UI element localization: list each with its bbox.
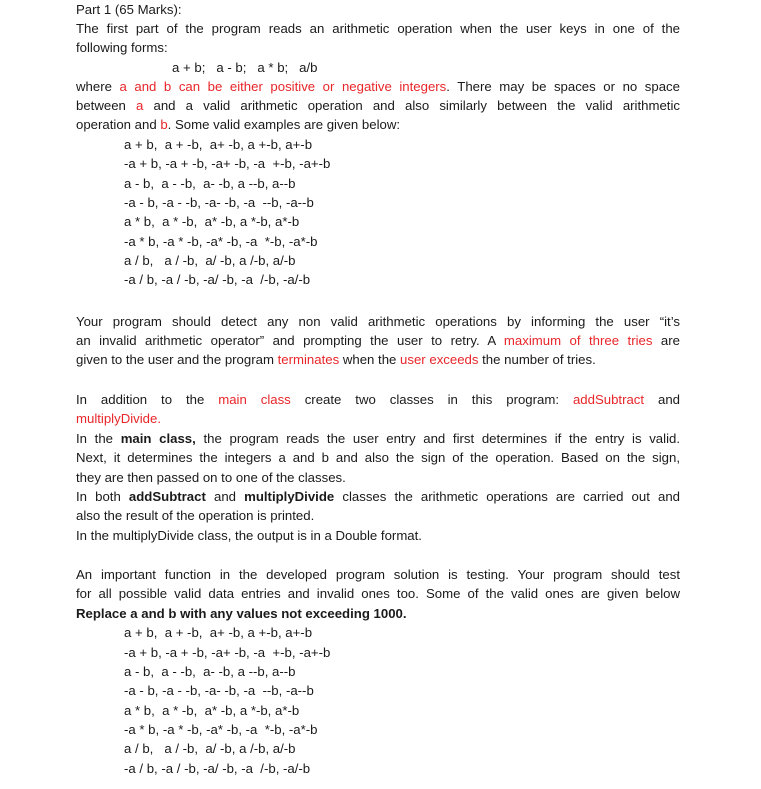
example-line: -a / b, -a / -b, -a/ -b, -a /-b, -a/-b: [124, 761, 311, 776]
classes-line-1: In addition to the main class create two classes in this program: addSubtract and: [76, 392, 681, 407]
intro-line-1: The first part of the program reads an arithmetic operation when the user keys in one of the: [76, 21, 680, 36]
where-line-2: between a and a valid arithmetic operation and also similarly between the valid arithmetic: [76, 98, 680, 113]
detect-line-3: given to the user and the program terminates when the user exceeds the number of tries.: [76, 352, 596, 367]
example-line: -a - b, -a - -b, -a- -b, -a --b, -a--b: [124, 683, 314, 698]
highlight-addsubtract: addSubtract: [572, 392, 645, 407]
testing-line-3: Replace a and b with any values not exceeding 1000.: [76, 606, 407, 621]
highlight-main-class: main class: [218, 392, 291, 407]
classes-line-3: In the main class, the program reads the user entry and first determines if the entry is valid.: [76, 431, 681, 446]
example-line: -a * b, -a * -b, -a* -b, -a *-b, -a*-b: [124, 722, 318, 737]
classes-line-8: In the multiplyDivide class, the output is in a Double format.: [76, 528, 422, 543]
classes-line-2: [76, 409, 161, 428]
where-line-3: operation and b. Some valid examples are given below:: [76, 117, 401, 132]
part-heading: Part 1 (65 Marks):: [76, 2, 182, 17]
example-line: a + b, a + -b, a+ -b, a +-b, a+-b: [124, 625, 313, 640]
where-line-1: where a and b can be either positive or negative integers. There may be spaces or no space: [76, 79, 680, 94]
highlight-user-exceeds: user exceeds: [400, 352, 479, 367]
classes-line-6: In both addSubtract and multiplyDivide classes the arithmetic operations are carried out and: [76, 489, 680, 504]
testing-line-1: An important function in the developed program solution is testing. Your program should test: [76, 567, 680, 582]
operation-forms: a + b; a - b; a * b; a/b: [172, 60, 318, 75]
detect-line-1: Your program should detect any non valid arithmetic operations by informing the user “it’s: [76, 314, 680, 329]
example-line: -a - b, -a - -b, -a- -b, -a --b, -a--b: [124, 195, 314, 210]
detect-line-2: an invalid arithmetic operator” and prompting the user to retry. A maximum of three tries are: [76, 333, 680, 348]
example-line: -a + b, -a + -b, -a+ -b, -a +-b, -a+-b: [124, 645, 331, 660]
highlight-b: b: [160, 117, 168, 132]
classes-line-7: also the result of the operation is printed.: [76, 508, 315, 523]
classes-line-4: Next, it determines the integers a and b and also the sign of the operation. Based on the sign,: [76, 450, 680, 465]
highlight-terminates: terminates: [277, 352, 340, 367]
example-line: -a * b, -a * -b, -a* -b, -a *-b, -a*-b: [124, 234, 318, 249]
highlight-multiplydivide: multiplyDivide.: [76, 411, 162, 426]
classes-line-5: they are then passed on to one of the classes.: [76, 470, 346, 485]
example-line: a - b, a - -b, a- -b, a --b, a--b: [124, 664, 296, 679]
example-line: a * b, a * -b, a* -b, a *-b, a*-b: [124, 214, 300, 229]
example-line: a + b, a + -b, a+ -b, a +-b, a+-b: [124, 137, 313, 152]
highlight-integers: a and b can be either positive or negative integers: [119, 79, 447, 94]
example-line: a / b, a / -b, a/ -b, a /-b, a/-b: [124, 741, 296, 756]
example-line: a - b, a - -b, a- -b, a --b, a--b: [124, 176, 296, 191]
highlight-max-tries: maximum of three tries: [503, 333, 653, 348]
example-line: -a / b, -a / -b, -a/ -b, -a /-b, -a/-b: [124, 272, 311, 287]
highlight-a: a: [136, 98, 144, 113]
example-line: a / b, a / -b, a/ -b, a /-b, a/-b: [124, 253, 296, 268]
example-line: a * b, a * -b, a* -b, a *-b, a*-b: [124, 703, 300, 718]
testing-line-2: for all possible valid data entries and invalid ones too. Some of the valid ones are given below: [76, 586, 680, 601]
example-line: -a + b, -a + -b, -a+ -b, -a +-b, -a+-b: [124, 156, 331, 171]
intro-line-2: following forms:: [76, 40, 168, 55]
